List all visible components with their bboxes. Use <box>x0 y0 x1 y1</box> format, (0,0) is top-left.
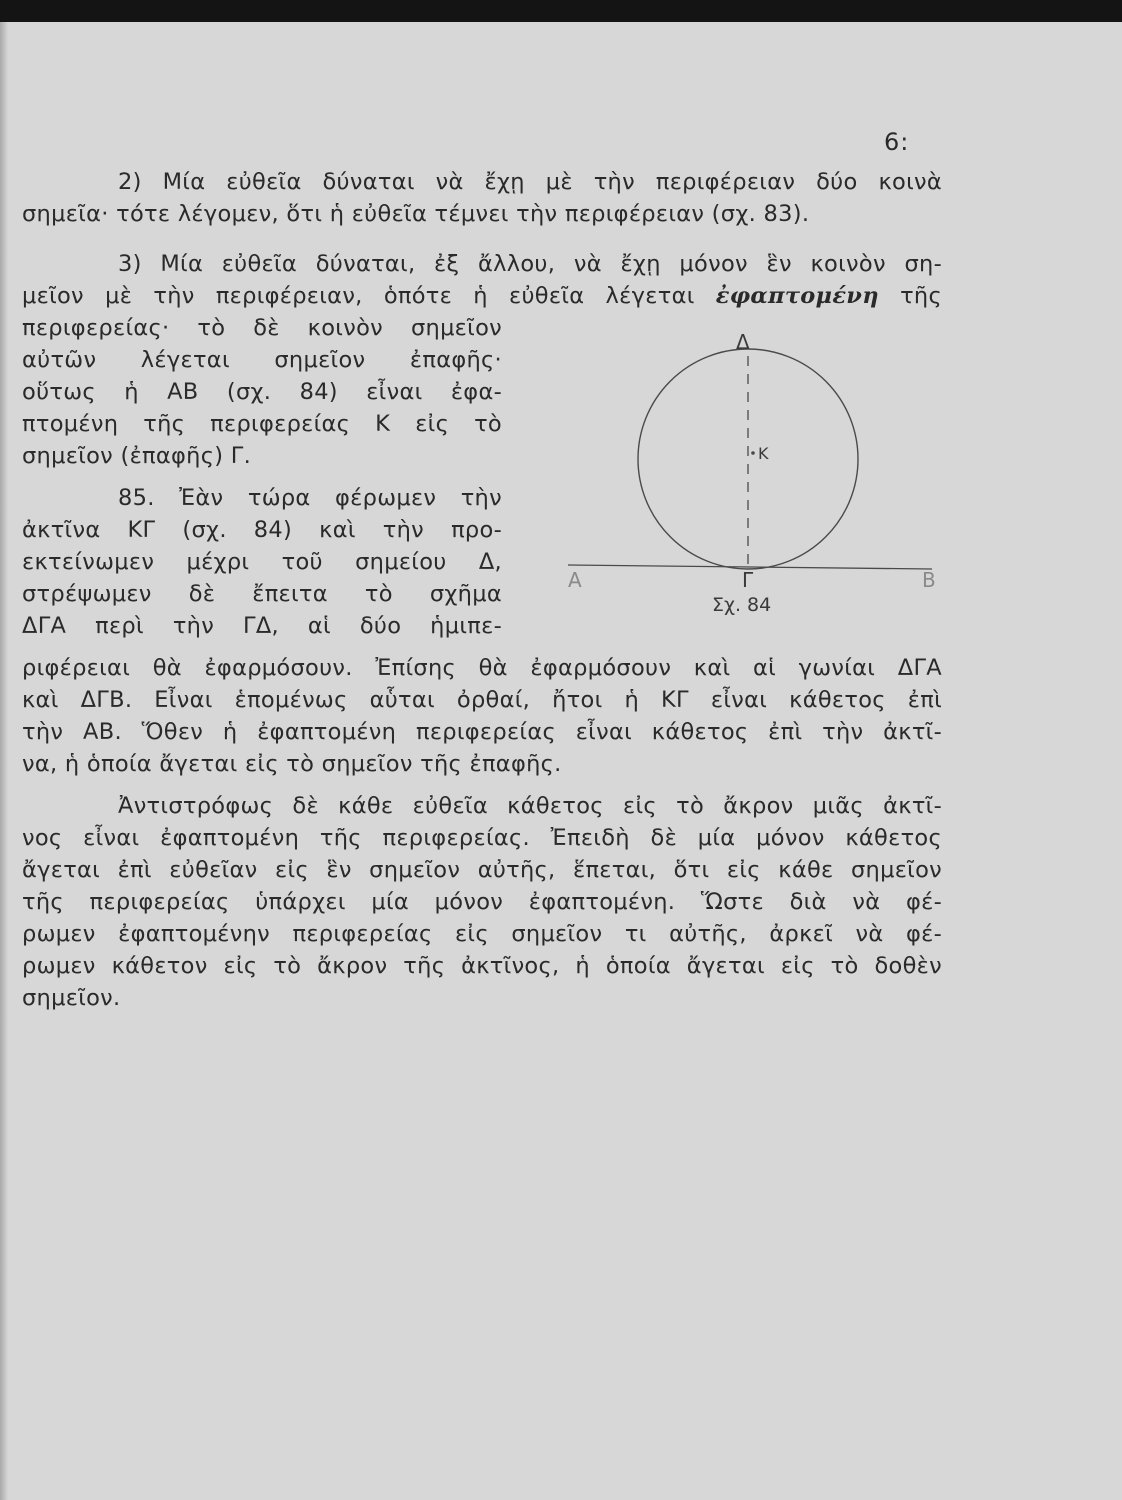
paragraph-2-line-5: οὕτως ἡ ΑΒ (σχ. 84) εἶναι ἐφα- <box>22 379 502 405</box>
paragraph-3-line-4: στρέψωμεν δὲ ἔπειτα τὸ σχῆμα <box>22 581 502 607</box>
paragraph-1-line-2: σημεῖα· τότε λέγομεν, ὅτι ἡ εὐθεῖα τέμνει τὴν περιφέρειαν (σχ. 83). <box>22 201 810 227</box>
paragraph-3-line-1: 85. Ἐὰν τώρα φέρωμεν τὴν <box>118 485 502 511</box>
paragraph-3-line-8: τὴν ΑΒ. Ὅθεν ἡ ἐφαπτομένη περιφερείας εἶναι κάθετος ἐπὶ τὴν ἀκτῖ- <box>22 719 942 745</box>
scan-top-edge <box>0 0 1122 22</box>
label-delta: Δ <box>736 330 750 354</box>
paragraph-3-line-5: ΔΓΑ περὶ τὴν ΓΔ, αἱ δύο ἡμιπε- <box>22 613 502 639</box>
paragraph-2-line-4: αὐτῶν λέγεται σημεῖον ἐπαφῆς· <box>22 347 502 373</box>
label-gamma: Γ <box>742 568 754 592</box>
paragraph-4-line-3: ἄγεται ἐπὶ εὐθεῖαν εἰς ἓν σημεῖον αὐτῆς, ἕπεται, ὅτι εἰς κάθε σημεῖον <box>22 857 942 883</box>
paragraph-2-line-3: περιφερείας· τὸ δὲ κοινὸν σημεῖον <box>22 315 502 341</box>
paragraph-1-line-1: 2) Μία εὐθεῖα δύναται νὰ ἔχῃ μὲ τὴν περιφέρειαν δύο κοινὰ <box>118 169 942 195</box>
label-beta: Β <box>922 568 936 592</box>
label-alpha: Α <box>568 568 582 592</box>
paragraph-4-line-5: ρωμεν ἐφαπτομένην περιφερείας εἰς σημεῖον τι αὐτῆς, ἀρκεῖ νὰ φέ- <box>22 921 942 947</box>
emphasis-term: ἐφαπτομένη <box>715 283 879 309</box>
paragraph-3-line-2: ἀκτῖνα ΚΓ (σχ. 84) καὶ τὴν προ- <box>22 517 502 543</box>
figure-84 <box>560 328 950 628</box>
page-spine-shadow <box>0 22 8 1500</box>
paragraph-2-line-2 <box>22 280 942 312</box>
paragraph-4-line-4: τῆς περιφερείας ὑπάρχει μία μόνον ἐφαπτομένη. Ὥστε διὰ νὰ φέ- <box>22 889 942 915</box>
paragraph-2-line-2-text: μεῖον μὲ τὴν περιφέρειαν, ὁπότε ἡ εὐθεῖα λέγεται <box>22 283 695 309</box>
center-point-K <box>751 451 755 455</box>
figure-84-drawing <box>560 328 950 628</box>
paragraph-3-line-9: να, ἡ ὁποία ἄγεται εἰς τὸ σημεῖον τῆς ἐπαφῆς. <box>22 751 562 777</box>
paragraph-2-line-1: 3) Μία εὐθεῖα δύναται, ἐξ ἄλλου, νὰ ἔχῃ μόνον ἓν κοινὸν ση- <box>118 251 942 277</box>
emphasis-tail: τῆς <box>900 283 942 309</box>
paragraph-4-line-1: Ἀντιστρόφως δὲ κάθε εὐθεῖα κάθετος εἰς τὸ ἄκρον μιᾶς ἀκτῖ- <box>118 793 942 819</box>
label-kappa: Κ <box>758 444 769 463</box>
paragraph-4-line-6: ρωμεν κάθετον εἰς τὸ ἄκρον τῆς ἀκτῖνος, ἡ ὁποία ἄγεται εἰς τὸ δοθὲν <box>22 953 942 979</box>
paragraph-3-line-7: καὶ ΔΓΒ. Εἶναι ἑπομένως αὗται ὀρθαί, ἤτοι ἡ ΚΓ εἶναι κάθετος ἐπὶ <box>22 687 942 713</box>
paragraph-3-line-6: ριφέρειαι θὰ ἐφαρμόσουν. Ἐπίσης θὰ ἐφαρμόσουν καὶ αἱ γωνίαι ΔΓΑ <box>22 655 942 681</box>
figure-caption: Σχ. 84 <box>712 594 772 616</box>
paragraph-2-line-6: πτομένη τῆς περιφερείας Κ εἰς τὸ <box>22 411 502 437</box>
paragraph-4-line-7: σημεῖον. <box>22 985 121 1011</box>
page-number: 6: <box>884 128 910 156</box>
paragraph-2-line-7: σημεῖον (ἐπαφῆς) Γ. <box>22 443 252 469</box>
paragraph-3-line-3: εκτείνωμεν μέχρι τοῦ σημείου Δ, <box>22 549 502 575</box>
paragraph-4-line-2: νος εἶναι ἐφαπτομένη τῆς περιφερείας. Ἐπειδὴ δὲ μία μόνον κάθετος <box>22 825 942 851</box>
